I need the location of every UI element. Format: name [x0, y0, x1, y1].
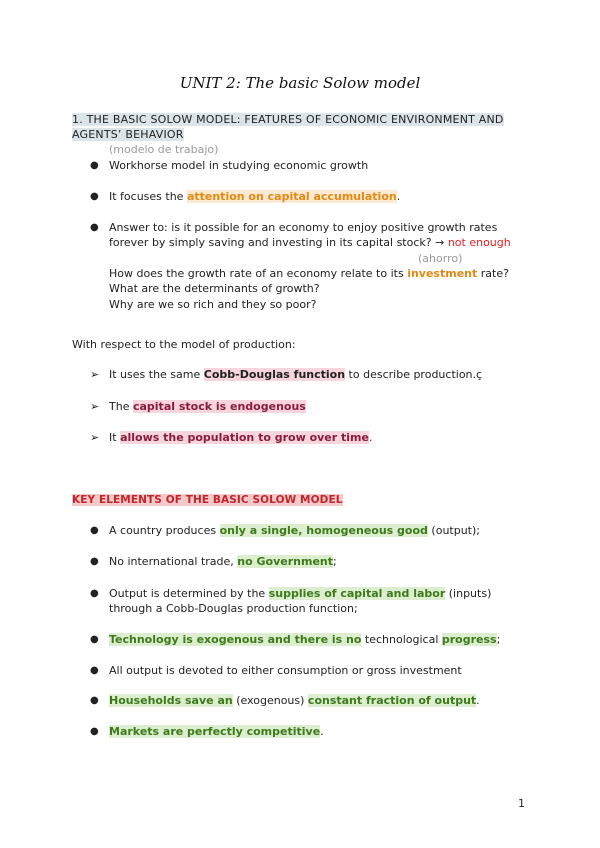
key-item-output: Output is determined by the supplies of capital and labor (inputs) [109, 587, 492, 600]
highlight-cobb-douglas: Cobb-Douglas function [203, 368, 346, 381]
key-item-markets: Markets are perfectly competitive. [109, 725, 324, 738]
arrow-bullet-icon: ➢ [90, 431, 100, 444]
highlight-capital-labor: supplies of capital and labor [268, 587, 446, 600]
key-item-output-line2: through a Cobb-Douglas production function; [109, 602, 358, 615]
bullet-capital-accumulation: It focuses the attention on capital accumulation. [109, 190, 401, 203]
bullet-icon: ● [90, 191, 99, 202]
highlight-single-good: only a single, homogeneous good [219, 524, 428, 537]
key-item-single-good: A country produces only a single, homogeneous good (output); [109, 524, 480, 537]
bullet-answer-line3: How does the growth rate of an economy relate to its investment rate? [109, 267, 509, 280]
arrow-bullet-icon: ➢ [90, 400, 100, 413]
section-heading [72, 112, 527, 142]
production-item-cobb-douglas: It uses the same Cobb-Douglas function to describe production.ç [109, 368, 483, 381]
page-title: UNIT 2: The basic Solow model [179, 74, 421, 92]
highlight-population: allows the population to grow over time [120, 431, 369, 444]
investment-text: investment [407, 267, 478, 280]
highlight-no-government: no Government [237, 555, 333, 568]
highlight-technology: Technology is exogenous and there is no [109, 633, 362, 646]
key-item-households: Households save an (exogenous) constant fraction of output. [109, 694, 480, 707]
bullet-workhorse: Workhorse model in studying economic growth [109, 159, 369, 172]
highlight-markets: Markets are perfectly competitive [109, 725, 321, 738]
bullet-icon: ● [90, 525, 99, 536]
bullet-icon: ● [90, 588, 99, 599]
bullet-answer-line5: Why are we so rich and they so poor? [109, 298, 317, 311]
page-number: 1 [518, 797, 525, 810]
bullet-answer-line4: What are the determinants of growth? [109, 282, 320, 295]
bullet-icon: ● [90, 556, 99, 567]
note-modelo: (modelo de trabajo) [109, 143, 219, 156]
key-elements-heading [72, 493, 343, 506]
bullet-icon: ● [90, 695, 99, 706]
bullet-answer-line1: Answer to: is it possible for an economy to enjoy positive growth rates [109, 221, 498, 234]
highlight-capital-accumulation: attention on capital accumulation [186, 190, 397, 203]
bullet-icon: ● [90, 726, 99, 737]
key-elements-heading-text: KEY ELEMENTS OF THE BASIC SOLOW MODEL [72, 494, 343, 506]
note-ahorro: (ahorro) [418, 252, 463, 265]
key-item-output-devoted: All output is devoted to either consumption or gross investment [109, 664, 462, 677]
bullet-answer-line2: forever by simply saving and investing in its capital stock? → not enough [109, 236, 511, 249]
not-enough-text: not enough [447, 236, 511, 249]
highlight-households: Households save an [109, 694, 233, 707]
key-item-no-government: No international trade, no Government; [109, 555, 337, 568]
arrow-bullet-icon: ➢ [90, 368, 100, 381]
production-intro: With respect to the model of production: [72, 338, 296, 351]
bullet-icon: ● [90, 665, 99, 676]
section-heading-text: 1. THE BASIC SOLOW MODEL: FEATURES OF ECONOMIC ENVIRONMENT AND AGENTS’ BEHAVIOR [72, 113, 504, 141]
highlight-progress: progress [441, 633, 497, 646]
key-item-technology: Technology is exogenous and there is no technological progress; [109, 633, 501, 646]
highlight-constant-fraction: constant fraction of output [307, 694, 477, 707]
bullet-icon: ● [90, 222, 99, 233]
bullet-icon: ● [90, 160, 99, 171]
highlight-capital-stock: capital stock is endogenous [132, 400, 306, 413]
production-item-capital-stock: The capital stock is endogenous [109, 400, 306, 413]
bullet-icon: ● [90, 634, 99, 645]
production-item-population: It allows the population to grow over time. [109, 431, 373, 444]
